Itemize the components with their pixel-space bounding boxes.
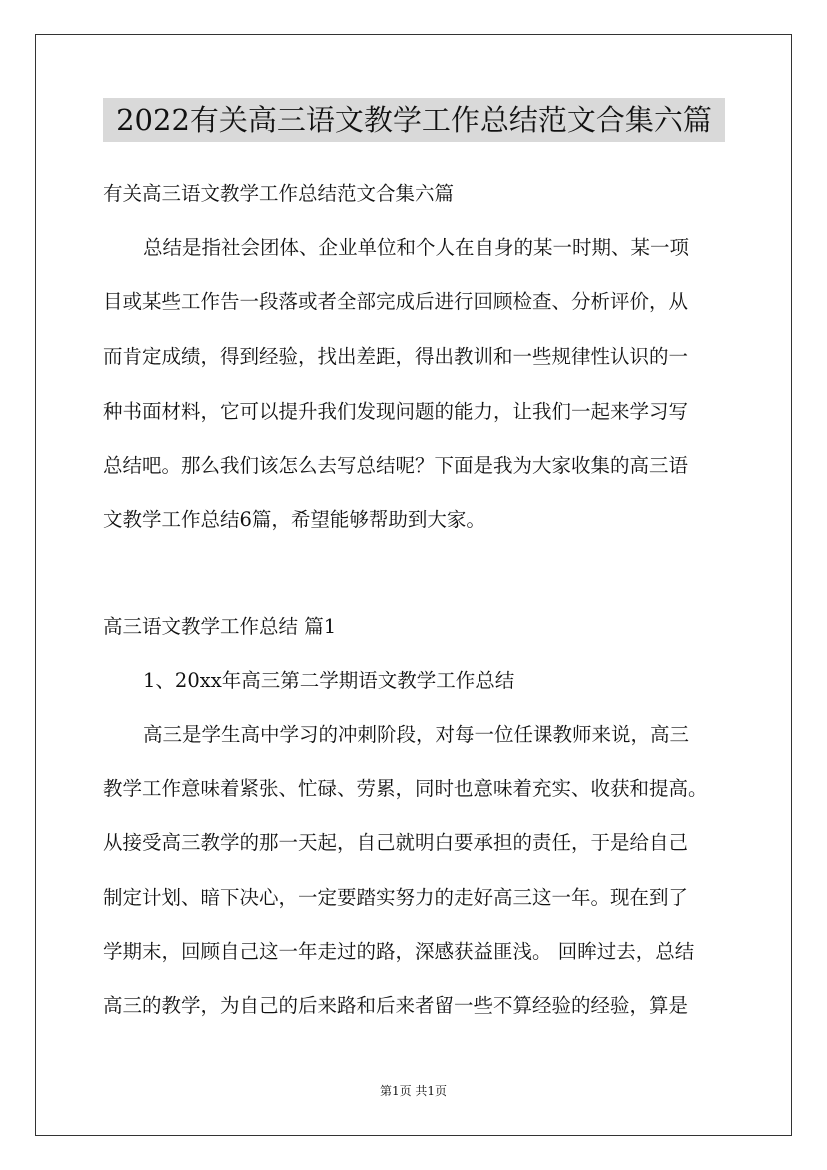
body-line-1: 高三是学生高中学习的冲刺阶段，对每一位任课教师来说，高三 [143, 723, 690, 746]
intro-line-3: 而肯定成绩，得到经验，找出差距，得出教训和一些规律性认识的一 [103, 345, 689, 368]
intro-line-1: 总结是指社会团体、企业单位和个人在自身的某一时期、某一项 [143, 236, 690, 259]
body-line-4: 制定计划、暗下决心，一定要踏实努力的走好高三这一年。现在到了 [103, 886, 689, 909]
intro-line-2: 目或某些工作告一段落或者全部完成后进行回顾检查、分析评价，从 [103, 290, 689, 313]
page-footer: 第1页 共1页 [379, 1084, 448, 1098]
intro-line-5: 总结吧。那么我们该怎么去写总结呢？下面是我为大家收集的高三语 [103, 454, 689, 477]
document-title: 2022有关高三语文教学工作总结范文合集六篇 [103, 98, 725, 142]
body-line-2: 教学工作意味着紧张、忙碌、劳累，同时也意味着充实、收获和提高。 [103, 777, 708, 800]
document-subtitle: 有关高三语文教学工作总结范文合集六篇 [103, 182, 455, 205]
body-line-3: 从接受高三教学的那一天起，自己就明白要承担的责任，于是给自己 [103, 831, 689, 854]
body-line-5: 学期末，回顾自己这一年走过的路，深感获益匪浅。 回眸过去，总结 [103, 940, 695, 963]
item-heading: 1、20xx年高三第二学期语文教学工作总结 [143, 669, 515, 692]
section-heading: 高三语文教学工作总结 篇1 [103, 615, 337, 638]
intro-line-4: 种书面材料，它可以提升我们发现问题的能力，让我们一起来学习写 [103, 400, 689, 423]
body-line-6: 高三的教学，为自己的后来路和后来者留一些不算经验的经验，算是 [103, 994, 689, 1017]
intro-line-6: 文教学工作总结6篇，希望能够帮助到大家。 [103, 508, 486, 531]
